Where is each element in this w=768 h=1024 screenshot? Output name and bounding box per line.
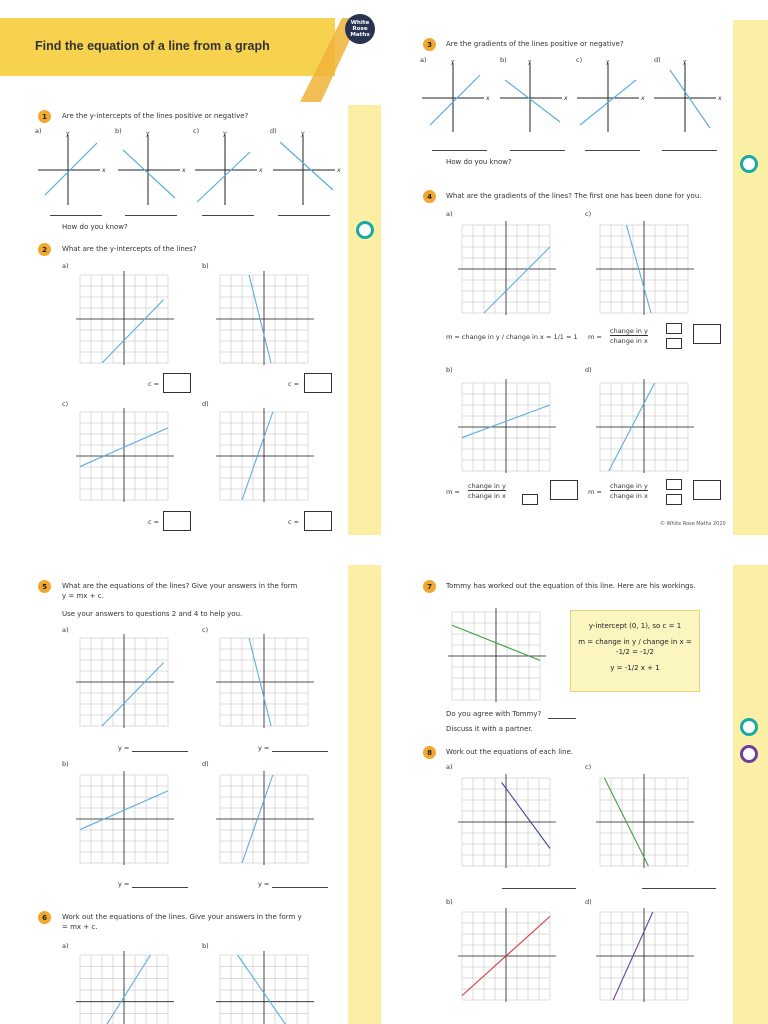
- question-number: 1: [38, 110, 51, 123]
- question-number: 7: [423, 580, 436, 593]
- svg-text:x: x: [259, 167, 263, 174]
- c-label: c =: [288, 518, 300, 526]
- svg-text:y: y: [301, 130, 305, 137]
- question-text: What are the equations of the lines? Give your answers in the form y = mx + c.: [62, 582, 298, 600]
- part-label: d): [585, 366, 592, 374]
- part-label: b): [446, 366, 453, 374]
- graph: [596, 774, 694, 868]
- copyright: © White Rose Maths 2020: [660, 521, 726, 527]
- part-label: b): [62, 760, 69, 768]
- graph: [216, 771, 314, 865]
- part-label: a): [446, 210, 453, 218]
- gradient-formula: m = change in y / change in x = 1/1 = 1: [446, 333, 578, 341]
- m-label: m =: [588, 333, 602, 341]
- question-text: Work out the equations of the lines. Give your answers in the form y = mx + c.: [62, 913, 302, 931]
- question-text: Are the y-intercepts of the lines positive or negative?: [62, 112, 249, 120]
- graph: [76, 634, 174, 728]
- m-label: m =: [446, 488, 460, 496]
- working-line: y-intercept (0, 1), so c = 1: [588, 622, 682, 630]
- svg-text:x: x: [182, 167, 186, 174]
- part-label: d): [202, 760, 209, 768]
- graph: [458, 221, 556, 315]
- fraction-numerator: change in y: [610, 482, 648, 490]
- question-text: Work out the equations of each line.: [446, 748, 574, 756]
- graph: [596, 379, 694, 473]
- question-number: 6: [38, 911, 51, 924]
- graph: [448, 608, 546, 702]
- part-label: a): [420, 56, 427, 64]
- how-do-you-know: How do you know?: [62, 223, 128, 231]
- graph: [458, 379, 556, 473]
- question-number: 8: [423, 746, 436, 759]
- graph: [76, 771, 174, 865]
- part-label: c): [576, 56, 583, 64]
- question-text: Tommy has worked out the equation of this line. Here are his workings.: [446, 582, 696, 590]
- part-label: c): [585, 763, 592, 771]
- question-text: Are the gradients of the lines positive or negative?: [446, 40, 624, 48]
- svg-text:x: x: [102, 167, 106, 174]
- svg-text:y: y: [606, 60, 610, 65]
- part-label: a): [35, 127, 42, 135]
- graph: [76, 408, 174, 502]
- part-label: c): [202, 626, 209, 634]
- how-do-you-know: How do you know?: [446, 158, 512, 166]
- part-label: d): [654, 56, 661, 64]
- svg-text:y: y: [451, 60, 455, 65]
- part-label: b): [202, 942, 209, 950]
- question-number: 5: [38, 580, 51, 593]
- part-label: a): [62, 626, 69, 634]
- question-number: 4: [423, 190, 436, 203]
- discuss-prompt: Discuss it with a partner.: [446, 725, 533, 733]
- graph: [216, 634, 314, 728]
- svg-text:x: x: [486, 95, 490, 102]
- fraction-denominator: change in x: [468, 492, 506, 500]
- part-label: a): [446, 763, 453, 771]
- graph: [458, 774, 556, 868]
- part-label: c): [585, 210, 592, 218]
- part-label: d): [270, 127, 277, 135]
- question-text: What are the gradients of the lines? The first one has been done for you.: [446, 192, 702, 200]
- white-rose-logo: White Rose Maths: [345, 14, 375, 44]
- y-label: y =: [258, 744, 270, 752]
- y-label: y =: [258, 880, 270, 888]
- svg-text:x: x: [337, 167, 341, 174]
- part-label: d): [202, 400, 209, 408]
- question-number: 2: [38, 243, 51, 256]
- agree-question: Do you agree with Tommy?: [446, 710, 542, 718]
- part-label: b): [446, 898, 453, 906]
- graph: [216, 271, 314, 365]
- fraction-numerator: change in y: [468, 482, 506, 490]
- graph: [76, 271, 174, 365]
- svg-text:y: y: [223, 130, 227, 137]
- fraction-denominator: change in x: [610, 492, 648, 500]
- part-label: d): [585, 898, 592, 906]
- graph: [458, 908, 556, 1002]
- part-label: c): [62, 400, 69, 408]
- part-label: b): [202, 262, 209, 270]
- svg-text:y: y: [528, 60, 532, 65]
- fraction-numerator: change in y: [610, 327, 648, 335]
- svg-text:y: y: [146, 130, 150, 137]
- graph: [76, 951, 174, 1024]
- question-text-2: Use your answers to questions 2 and 4 to help you.: [62, 610, 243, 618]
- graph: [596, 221, 694, 315]
- part-label: a): [62, 262, 69, 270]
- part-label: b): [115, 127, 122, 135]
- page-title: Find the equation of a line from a graph: [35, 39, 270, 53]
- svg-text:x: x: [564, 95, 568, 102]
- working-line: y = -1/2 x + 1: [610, 664, 660, 672]
- working-line: m = change in y / change in x = -1/2 = -1/2: [578, 638, 692, 656]
- svg-text:x: x: [718, 95, 722, 102]
- c-label: c =: [148, 518, 160, 526]
- c-label: c =: [148, 380, 160, 388]
- part-label: b): [500, 56, 507, 64]
- graph: [216, 951, 314, 1024]
- question-text: What are the y-intercepts of the lines?: [62, 245, 197, 253]
- part-label: c): [193, 127, 200, 135]
- graph: [596, 908, 694, 1002]
- fraction-denominator: change in x: [610, 337, 648, 345]
- m-label: m =: [588, 488, 602, 496]
- svg-text:y: y: [683, 60, 687, 65]
- part-label: a): [62, 942, 69, 950]
- svg-text:y: y: [66, 130, 70, 137]
- graph: [216, 408, 314, 502]
- question-number: 3: [423, 38, 436, 51]
- y-label: y =: [118, 744, 130, 752]
- svg-text:x: x: [641, 95, 645, 102]
- y-label: y =: [118, 880, 130, 888]
- c-label: c =: [288, 380, 300, 388]
